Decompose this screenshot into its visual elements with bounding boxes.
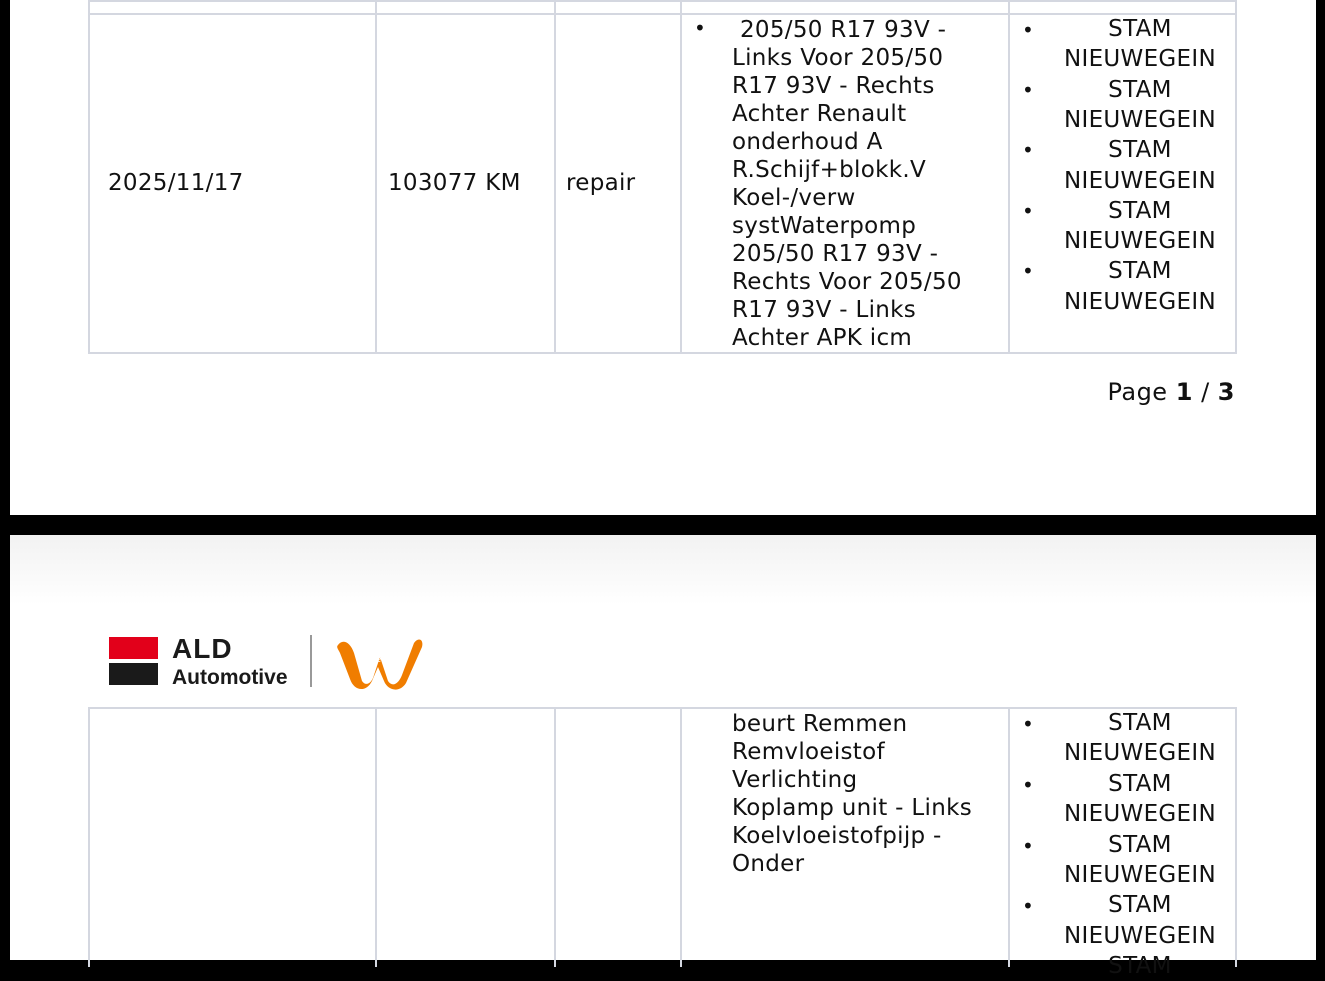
bullet: • (1022, 834, 1034, 858)
column-divider (88, 707, 90, 967)
workshop-city: NIEUWEGEIN (1064, 46, 1216, 72)
column-divider (680, 707, 682, 967)
document-page-2 (10, 535, 1316, 979)
description-line: Remvloeistof (732, 739, 885, 765)
page-top-shade (10, 535, 1316, 605)
description-line: Rechts Voor 205/50 (732, 269, 962, 295)
description-line: systWaterpomp (732, 213, 917, 239)
workshop-city: NIEUWEGEIN (1064, 228, 1216, 254)
workshop-name: STAM (1108, 892, 1172, 918)
description-line: Achter Renault (732, 101, 907, 127)
bullet: • (1022, 138, 1034, 162)
workshop-name: STAM (1108, 258, 1172, 284)
workshop-name: STAM (1108, 16, 1172, 42)
description-line: R.Schijf+blokk.V (732, 157, 926, 183)
workshop-name: STAM (1108, 710, 1172, 736)
workshop-city: NIEUWEGEIN (1064, 862, 1216, 888)
bullet: • (1022, 894, 1034, 918)
document-page-1 (10, 0, 1316, 515)
description-line: 205/50 R17 93V - (732, 241, 939, 267)
page-separator: / (1201, 378, 1210, 406)
bullet: • (1022, 773, 1034, 797)
column-divider (1235, 707, 1237, 967)
table-border-bottom (88, 352, 1237, 354)
workshop-name: STAM (1108, 77, 1172, 103)
page-number (1107, 378, 1235, 406)
bullet: • (1022, 259, 1034, 283)
page-label: Page (1107, 378, 1168, 406)
description-line: R17 93V - Links (732, 297, 917, 323)
workshop-city: NIEUWEGEIN (1064, 740, 1216, 766)
workshop-name: STAM (1108, 832, 1172, 858)
description-line: Links Voor 205/50 (732, 45, 944, 71)
leaseplan-logo-text: LeasePlan (356, 654, 400, 664)
description-line: beurt Remmen (732, 711, 908, 737)
logo-separator (310, 635, 312, 687)
description-line: Achter APK icm (732, 325, 913, 351)
date-cell: 2025/11/17 (108, 170, 244, 196)
workshop-city: NIEUWEGEIN (1064, 168, 1216, 194)
page-total: 3 (1217, 378, 1235, 406)
description-line: Onder (732, 851, 805, 877)
ald-logo-brand: ALD (172, 633, 233, 664)
page-current: 1 (1175, 378, 1193, 406)
ald-logo-mark (109, 637, 158, 685)
column-divider (554, 707, 556, 967)
description-line: Koel-/verw (732, 185, 856, 211)
ald-logo-sub: Automotive (172, 666, 288, 689)
column-divider (1235, 0, 1237, 354)
bullet: • (1022, 78, 1034, 102)
column-divider (680, 0, 682, 354)
column-divider (375, 0, 377, 354)
description-line: Koelvloeistofpijp - (732, 823, 942, 849)
table-border-top (88, 0, 1237, 2)
description-line: Koplamp unit - Links (732, 795, 972, 821)
description-line: 205/50 R17 93V - (740, 17, 947, 43)
description-line: onderhoud A (732, 129, 883, 155)
column-divider (375, 707, 377, 967)
column-divider (1008, 707, 1010, 967)
workshop-city: NIEUWEGEIN (1064, 107, 1216, 133)
leaseplan-logo (332, 631, 426, 689)
mileage-cell: 103077 KM (388, 170, 521, 196)
column-divider (1008, 0, 1010, 354)
column-divider (88, 0, 90, 354)
bullet: • (1022, 712, 1034, 736)
workshop-city: NIEUWEGEIN (1064, 801, 1216, 827)
description-line: R17 93V - Rechts (732, 73, 935, 99)
workshop-city: NIEUWEGEIN (1064, 923, 1216, 949)
description-line: Verlichting (732, 767, 858, 793)
workshop-city: NIEUWEGEIN (1064, 289, 1216, 315)
bullet: • (694, 16, 706, 40)
workshop-name: STAM (1108, 771, 1172, 797)
workshop-name: STAM (1108, 953, 1172, 979)
workshop-name: STAM (1108, 198, 1172, 224)
workshop-name: STAM (1108, 137, 1172, 163)
type-cell: repair (566, 170, 636, 196)
column-divider (554, 0, 556, 354)
bullet: • (1022, 18, 1034, 42)
bullet: • (1022, 199, 1034, 223)
